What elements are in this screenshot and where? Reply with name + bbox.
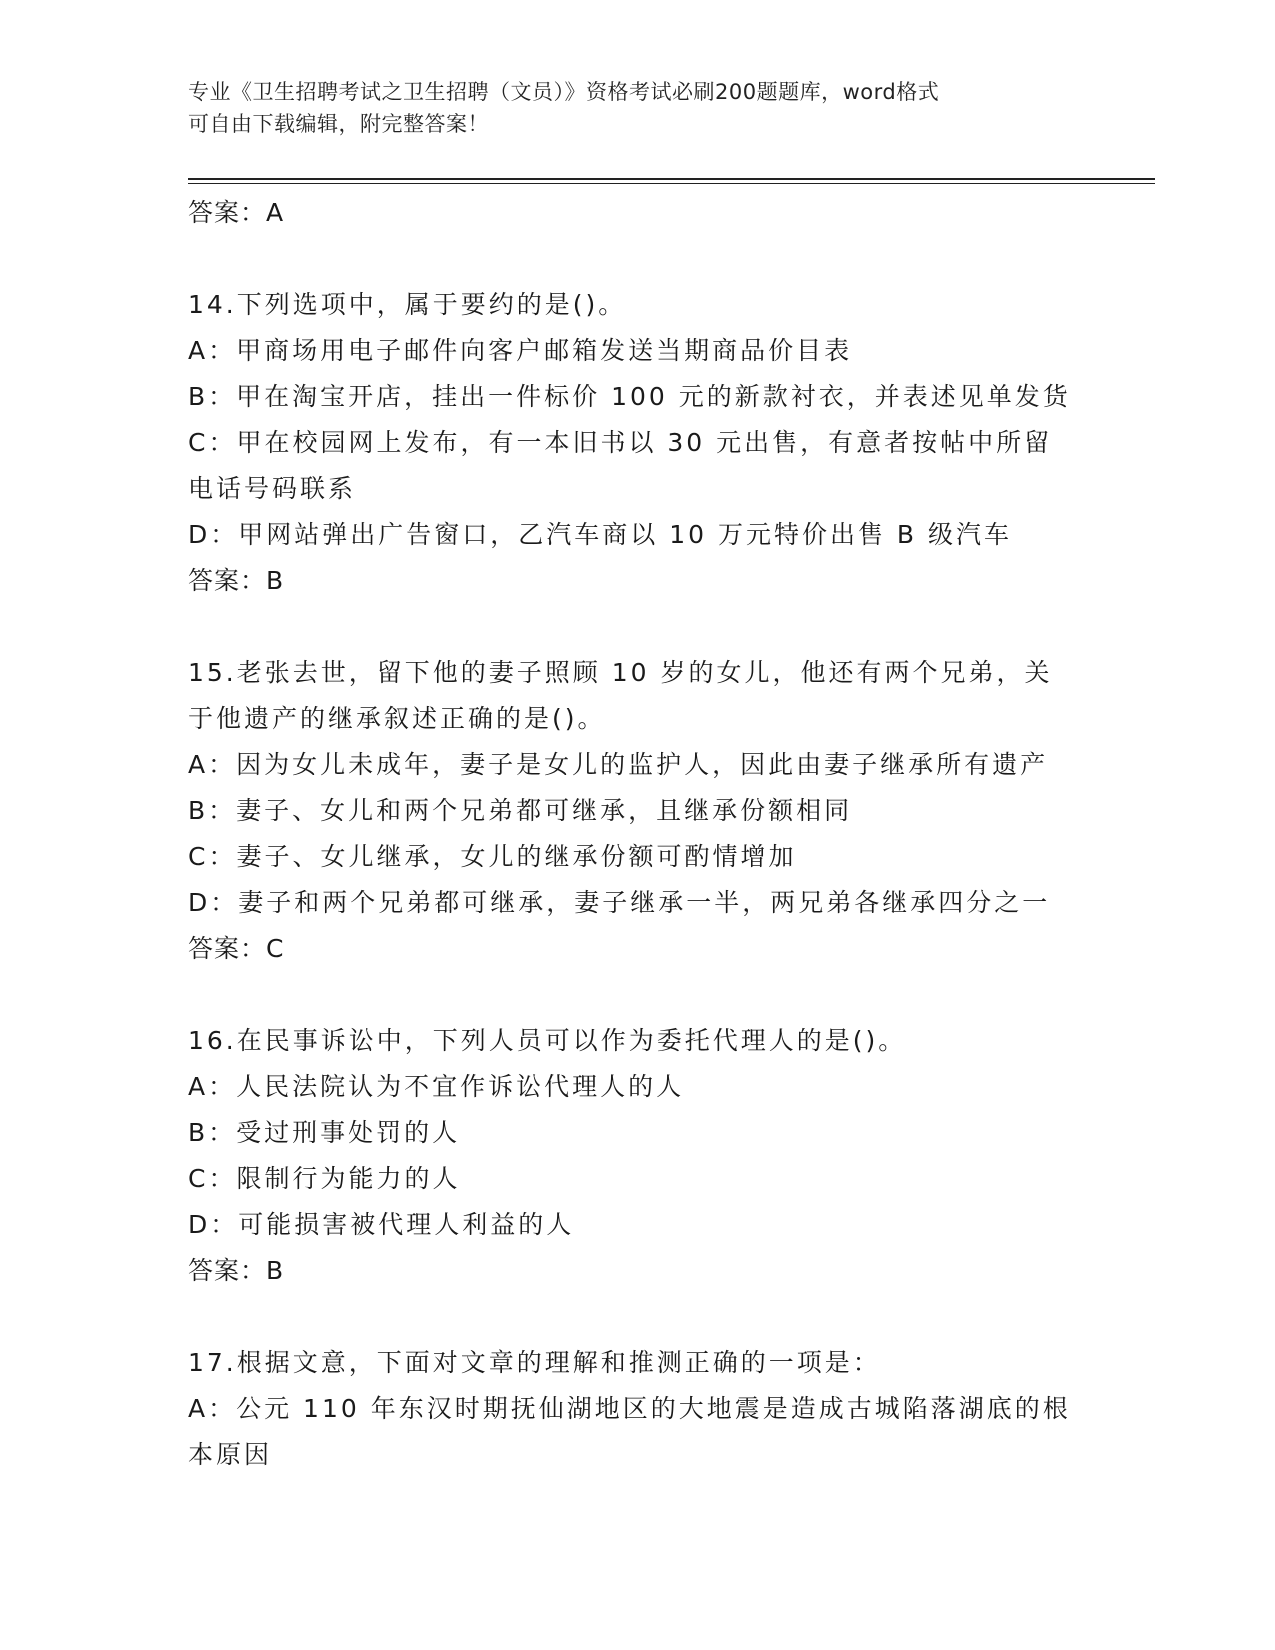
answer-14: 答案：B (188, 566, 285, 595)
question-16-option-a: A：人民法院认为不宜作诉讼代理人的人 (188, 1072, 685, 1101)
question-14-option-a: A：甲商场用电子邮件向客户邮箱发送当期商品价目表 (188, 336, 853, 365)
spacer (188, 604, 1088, 650)
spacer (188, 1294, 1088, 1340)
answer-13: 答案：A (188, 198, 285, 227)
question-17-option-a-line1: A：公元 110 年东汉时期抚仙湖地区的大地震是造成古城陷落湖底的根 (188, 1394, 1071, 1423)
header-divider-thick (188, 178, 1155, 180)
spacer (188, 972, 1088, 1018)
question-15-option-b: B：妻子、女儿和两个兄弟都可继承，且继承份额相同 (188, 796, 853, 825)
answer-15: 答案：C (188, 934, 285, 963)
page-header (188, 76, 1068, 140)
header-line-2: 可自由下载编辑，附完整答案！ (188, 112, 489, 136)
question-14-stem: 14.下列选项中，属于要约的是()。 (188, 290, 627, 319)
question-16-option-d: D：可能损害被代理人利益的人 (188, 1210, 575, 1239)
question-14 (188, 282, 1088, 604)
question-15-option-a: A：因为女儿未成年，妻子是女儿的监护人，因此由妻子继承所有遗产 (188, 750, 1049, 779)
answer-16: 答案：B (188, 1256, 285, 1285)
question-16-stem: 16.在民事诉讼中，下列人员可以作为委托代理人的是()。 (188, 1026, 907, 1055)
question-14-option-c-line1: C：甲在校园网上发布，有一本旧书以 30 元出售，有意者按帖中所留 (188, 428, 1053, 457)
question-16 (188, 1018, 1088, 1294)
question-15-option-d: D：妻子和两个兄弟都可继承，妻子继承一半，两兄弟各继承四分之一 (188, 888, 1051, 917)
question-14-option-b: B：甲在淘宝开店，挂出一件标价 100 元的新款衬衣，并表述见单发货 (188, 382, 1071, 411)
question-17-option-a-line2: 本原因 (188, 1440, 273, 1469)
question-15-option-c: C：妻子、女儿继承，女儿的继承份额可酌情增加 (188, 842, 797, 871)
question-16-option-c: C：限制行为能力的人 (188, 1164, 461, 1193)
header-divider-thin (188, 183, 1155, 184)
question-14-option-c-line2: 电话号码联系 (188, 474, 357, 503)
question-15-stem-line1: 15.老张去世，留下他的妻子照顾 10 岁的女儿，他还有两个兄弟，关 (188, 658, 1053, 687)
question-15 (188, 650, 1088, 972)
spacer (188, 236, 1088, 282)
question-14-option-d: D：甲网站弹出广告窗口，乙汽车商以 10 万元特价出售 B 级汽车 (188, 520, 1013, 549)
question-15-stem-line2: 于他遗产的继承叙述正确的是()。 (188, 704, 606, 733)
question-17-stem: 17.根据文意，下面对文章的理解和推测正确的一项是： (188, 1348, 881, 1377)
question-17 (188, 1340, 1088, 1478)
question-content (188, 190, 1088, 1478)
question-16-option-b: B：受过刑事处罚的人 (188, 1118, 461, 1147)
header-line-1: 专业《卫生招聘考试之卫生招聘（文员）》资格考试必刷200题题库，word格式 (188, 80, 940, 104)
